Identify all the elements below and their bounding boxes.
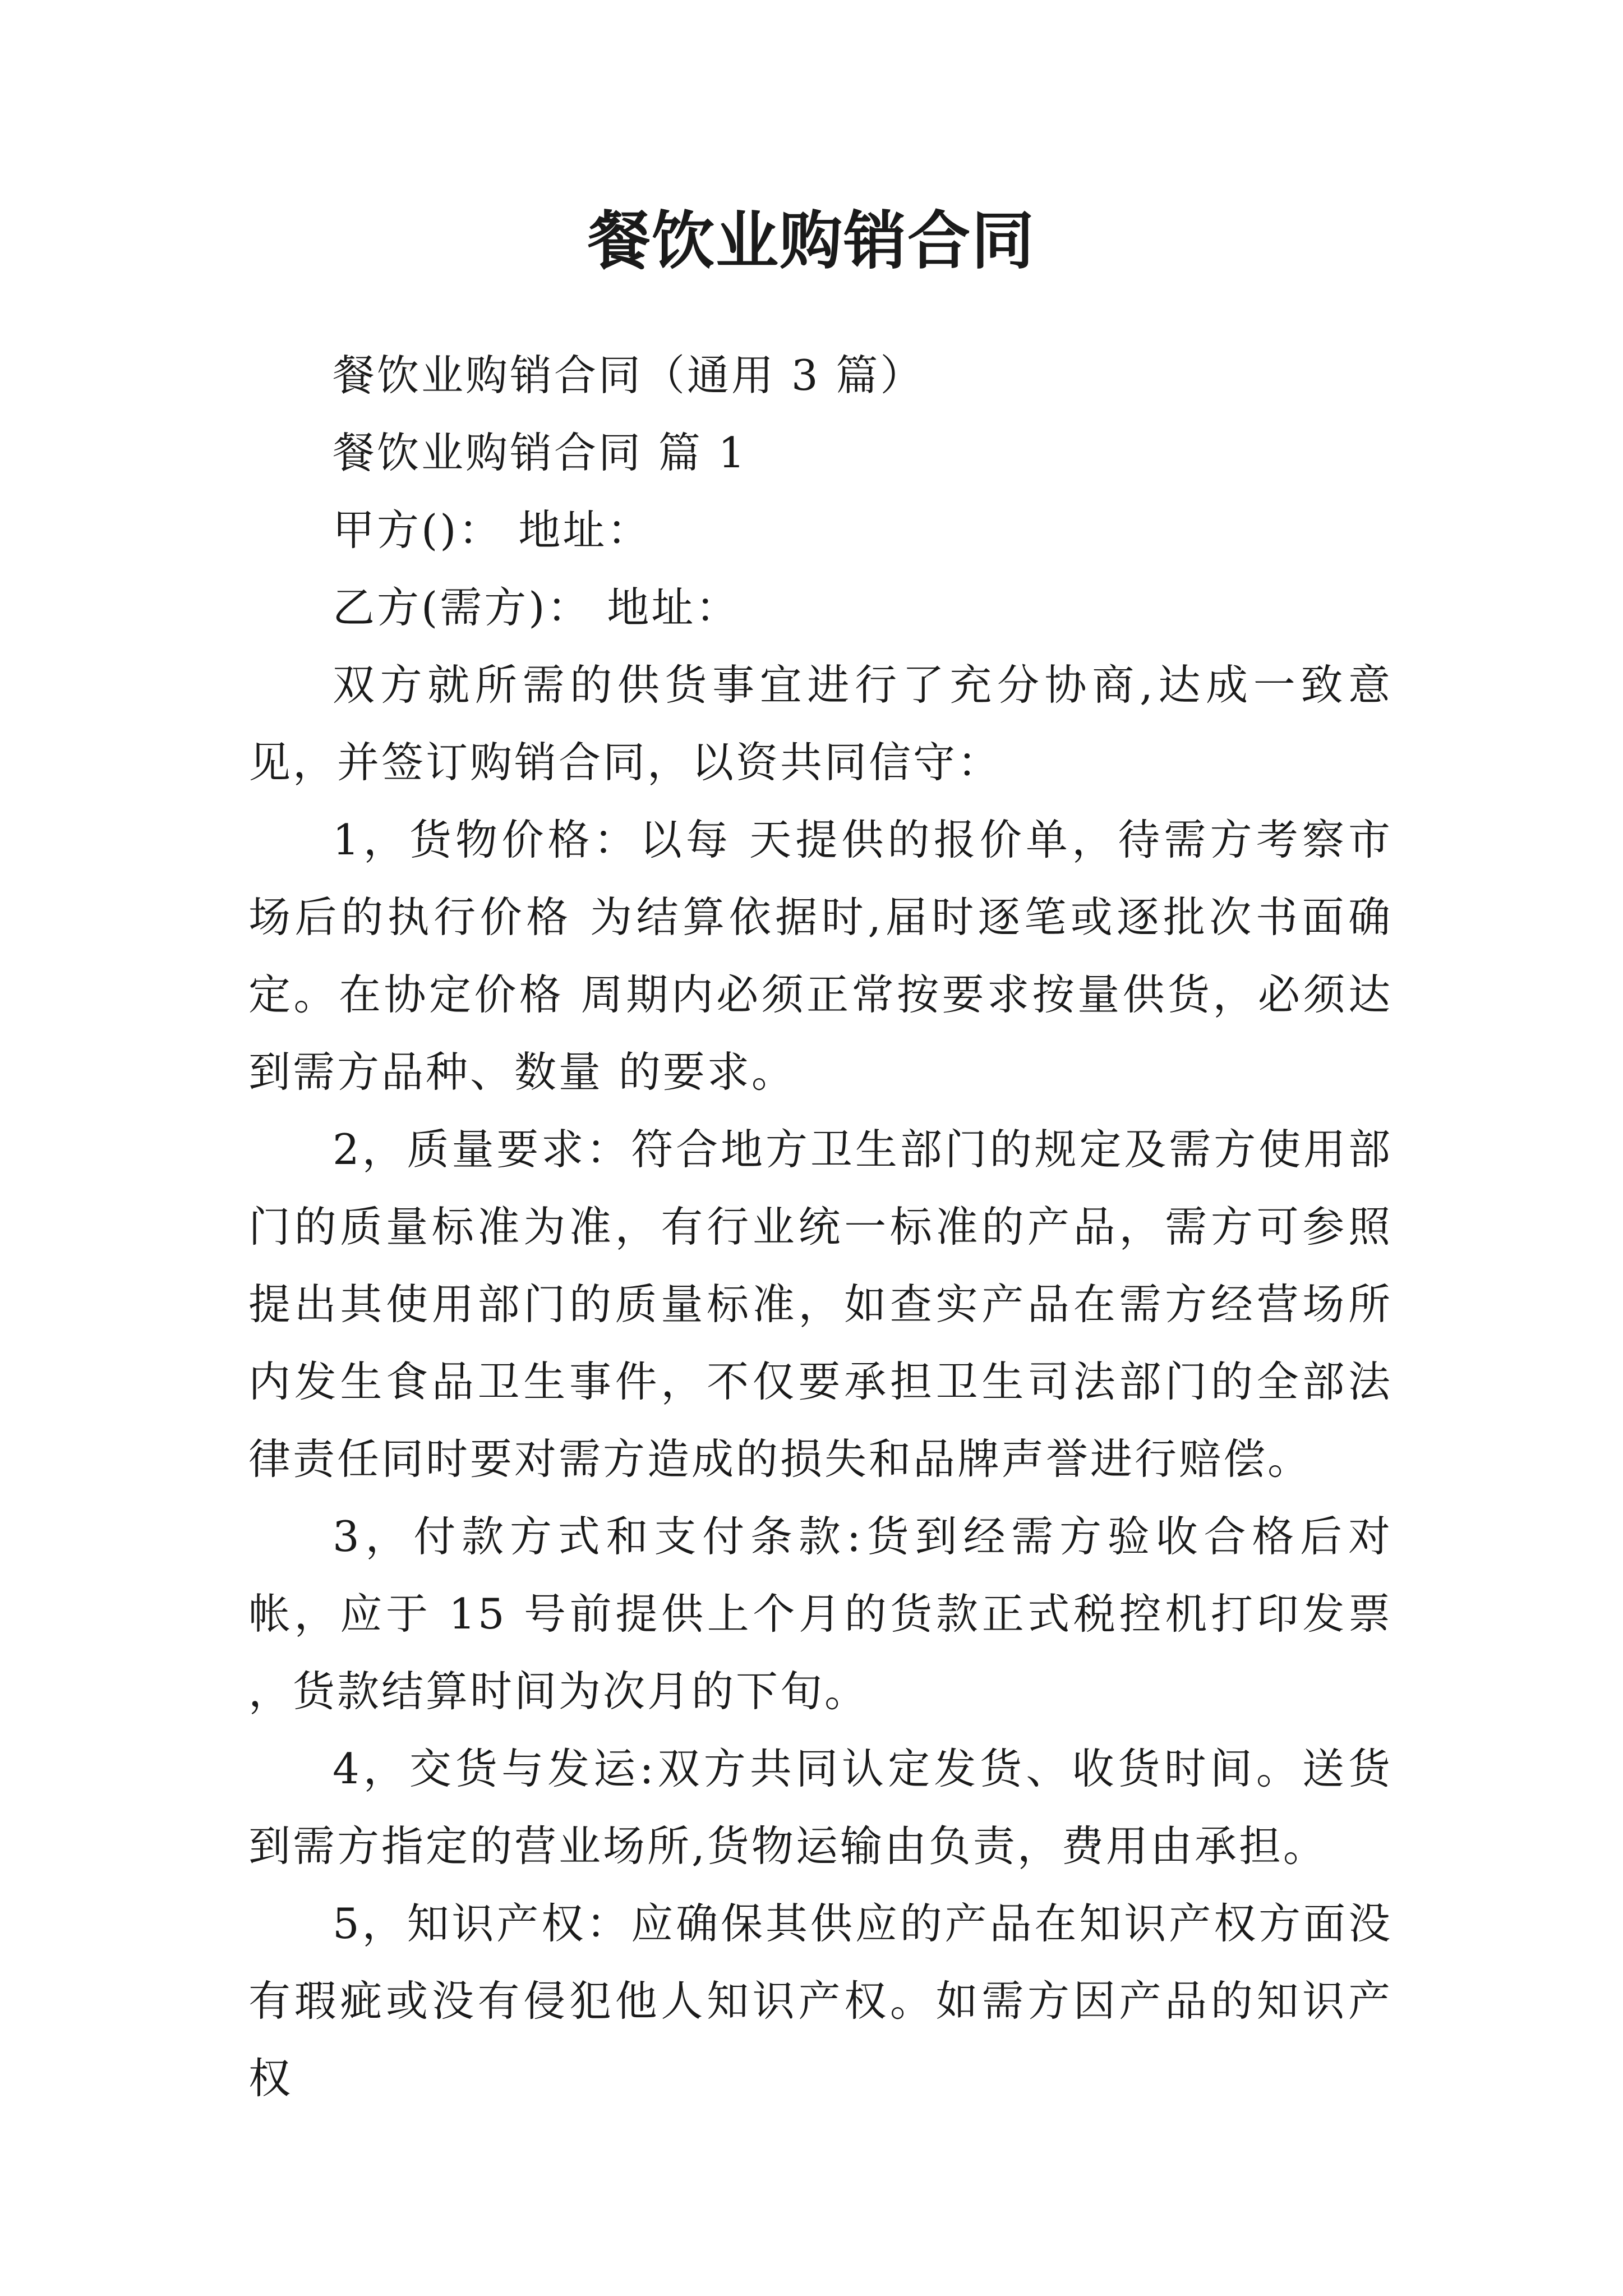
intro-paragraph: 双方就所需的供货事宜进行了充分协商,达成一致意见，并签订购销合同，以资共同信守：: [248, 660, 1393, 787]
party-a-line: 甲方()： 地址：: [333, 505, 652, 555]
section-heading: 餐饮业购销合同 篇 1: [333, 428, 748, 477]
document-subtitle: 餐饮业购销合同（通用 3 篇）: [333, 351, 925, 400]
clause-quality: 2，质量要求：符合地方卫生部门的规定及需方使用部门的质量标准为准，有行业统一标准的产品，需方可参照提出其使用部门的质量标准，如查实产品在需方经营场所内发生食品卫生事件，不仅要承担卫生司法部门的全部法律责任同时要对需方造成的损失和品牌声誉进行赔偿。: [248, 1125, 1393, 1484]
clause-ip: 5，知识产权：应确保其供应的产品在知识产权方面没有瑕疵或没有侵犯他人知识产权。如需方因产品的知识产权: [248, 1899, 1393, 2103]
document-body: [248, 337, 1393, 2117]
party-b-line: 乙方(需方)： 地址：: [333, 583, 740, 632]
document-title: 餐饮业购销合同: [588, 205, 1035, 278]
clause-delivery: 4，交货与发运:双方共同认定发货、收货时间。送货到需方指定的营业场所,货物运输由负责，费用由承担。: [248, 1744, 1393, 1871]
clause-price: 1，货物价格：以每 天提供的报价单，待需方考察市场后的执行价格 为结算依据时,届时逐笔或逐批次书面确定。在协定价格 周期内必须正常按要求按量供货，必须达到需方品种、数量 的要求。: [248, 815, 1393, 1097]
clause-payment: 3，付款方式和支付条款:货到经需方验收合格后对帐，应于 15 号前提供上个月的货款正式税控机打印发票 ，货款结算时间为次月的下旬。: [248, 1512, 1393, 1716]
